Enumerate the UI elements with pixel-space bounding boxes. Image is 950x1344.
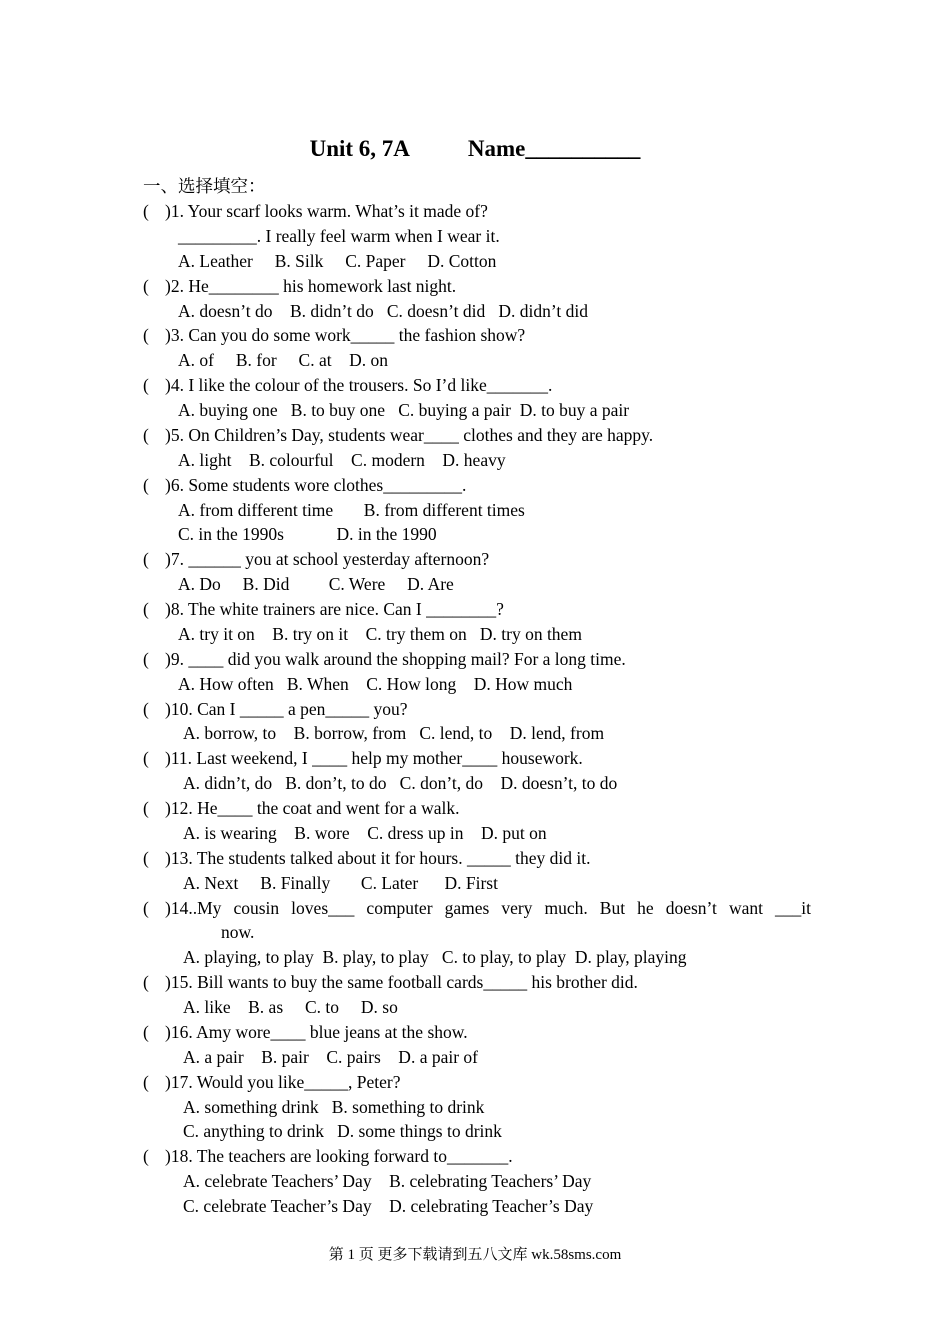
answer-options: A. didn’t, do B. don’t, to do C. don’t, do D. doesn’t, to do: [183, 773, 618, 794]
exercise-body: [143, 174, 811, 1219]
question-stem: [143, 1070, 811, 1095]
answer-blank: (: [143, 474, 149, 495]
question-list: [143, 199, 811, 1219]
question-text: )12. He____ the coat and went for a walk.: [165, 798, 460, 818]
question-stem: [143, 1144, 811, 1169]
question-stem: [143, 274, 811, 299]
question-text: )1. Your scarf looks warm. What’s it made of?: [165, 201, 488, 221]
answer-options: A. Next B. Finally C. Later D. First: [183, 872, 498, 893]
answer-options: C. anything to drink D. some things to drink: [183, 1121, 502, 1142]
question-stem: [143, 473, 811, 498]
answer-options: A. Do B. Did C. Were D. Are: [178, 574, 454, 595]
answer-blank: (: [143, 897, 149, 918]
answer-options: A. How often B. When C. How long D. How much: [178, 673, 573, 694]
answer-options: C. celebrate Teacher’s Day D. celebrating Teacher’s Day: [183, 1196, 594, 1216]
question-stem: [143, 423, 811, 448]
question-text: )17. Would you like_____, Peter?: [165, 1071, 401, 1092]
question-text: )10. Can I _____ a pen_____ you?: [165, 698, 408, 719]
answer-blank: (: [143, 648, 149, 669]
answer-options: A. is wearing B. wore C. dress up in D. put on: [183, 822, 547, 843]
answer-options: A. from different time B. from different times: [178, 499, 525, 520]
answer-blank: (: [143, 798, 149, 818]
question-stem: [143, 896, 811, 946]
answer-options: C. in the 1990s D. in the 1990: [178, 524, 437, 545]
answer-options: A. light B. colourful C. modern D. heavy: [178, 449, 506, 470]
question-text: )8. The white trainers are nice. Can I ________?: [165, 599, 504, 619]
question-stem: [143, 746, 811, 771]
answer-options: A. doesn’t do B. didn’t do C. doesn’t did D. didn’t did: [178, 300, 588, 321]
question-stem: [143, 323, 811, 348]
answer-blank: (: [143, 698, 149, 719]
answer-blank: (: [143, 201, 149, 221]
answer-blank: (: [143, 549, 149, 570]
answer-options: A. celebrate Teachers’ Day B. celebrating Teachers’ Day: [183, 1171, 592, 1192]
name-field-label: Name__________: [467, 136, 641, 161]
question-text: )7. ______ you at school yesterday afternoon?: [165, 549, 490, 570]
question-text: )2. He________ his homework last night.: [165, 275, 457, 296]
question-text: )3. Can you do some work_____ the fashion show?: [165, 325, 526, 346]
question-text: )18. The teachers are looking forward to_______.: [165, 1146, 513, 1167]
section-heading: 一、选择填空：: [143, 176, 266, 196]
answer-options: A. borrow, to B. borrow, from C. lend, to D. lend, from: [183, 723, 605, 744]
answer-options: _________. I really feel warm when I wear it.: [178, 225, 500, 246]
question-text: )9. ____ did you walk around the shopping mail? For a long time.: [165, 648, 626, 669]
question-stem: [143, 796, 811, 821]
answer-options: A. of B. for C. at D. on: [178, 350, 388, 371]
answer-blank: (: [143, 375, 149, 396]
question-text: )15. Bill wants to buy the same football cards_____ his brother did.: [165, 972, 638, 993]
question-text: )6. Some students wore clothes_________.: [165, 474, 467, 495]
question-stem: [143, 1020, 811, 1045]
answer-blank: (: [143, 424, 149, 445]
answer-options: A. try it on B. try on it C. try them on D. try on them: [178, 623, 582, 644]
answer-options: A. something drink B. something to drink: [183, 1096, 485, 1117]
answer-blank: (: [143, 599, 149, 619]
answer-blank: (: [143, 1071, 149, 1092]
answer-options: A. playing, to play B. play, to play C. to play, to play D. play, playing: [183, 947, 687, 968]
question-stem: [143, 970, 811, 995]
answer-options: A. Leather B. Silk C. Paper D. Cotton: [178, 250, 497, 271]
question-stem: [143, 697, 811, 722]
answer-blank: (: [143, 847, 149, 868]
answer-blank: (: [143, 325, 149, 346]
question-text: )16. Amy wore____ blue jeans at the show.: [165, 1021, 468, 1042]
question-stem: [143, 846, 811, 871]
answer-blank: (: [143, 748, 149, 769]
question-stem: [143, 647, 811, 672]
page-title: [0, 134, 950, 164]
question-text: )11. Last weekend, I ____ help my mother____ housework.: [165, 748, 583, 769]
answer-options: A. a pair B. pair C. pairs D. a pair of: [183, 1046, 478, 1067]
question-stem: [143, 547, 811, 572]
answer-blank: (: [143, 972, 149, 993]
page-footer: 第 1 页 更多下载请到五八文库 wk.58sms.com: [328, 1247, 622, 1263]
question-text: )14..My cousin loves___ computer games very much. But he doesn’t want ___it: [165, 897, 811, 918]
question-text: )5. On Children’s Day, students wear____ clothes and they are happy.: [165, 424, 654, 445]
answer-blank: (: [143, 1021, 149, 1042]
answer-options: A. like B. as C. to D. so: [183, 997, 398, 1017]
question-stem: [143, 373, 811, 398]
question-stem: [143, 597, 811, 622]
unit-title: Unit 6, 7A: [309, 136, 410, 161]
answer-options: A. buying one B. to buy one C. buying a pair D. to buy a pair: [178, 400, 630, 420]
question-text: )13. The students talked about it for hours. _____ they did it.: [165, 847, 591, 868]
question-stem: [143, 199, 811, 224]
answer-blank: (: [143, 1146, 149, 1167]
question-text-continued: now.: [221, 922, 255, 943]
answer-blank: (: [143, 275, 149, 296]
question-text: )4. I like the colour of the trousers. So I’d like_______.: [165, 375, 553, 396]
